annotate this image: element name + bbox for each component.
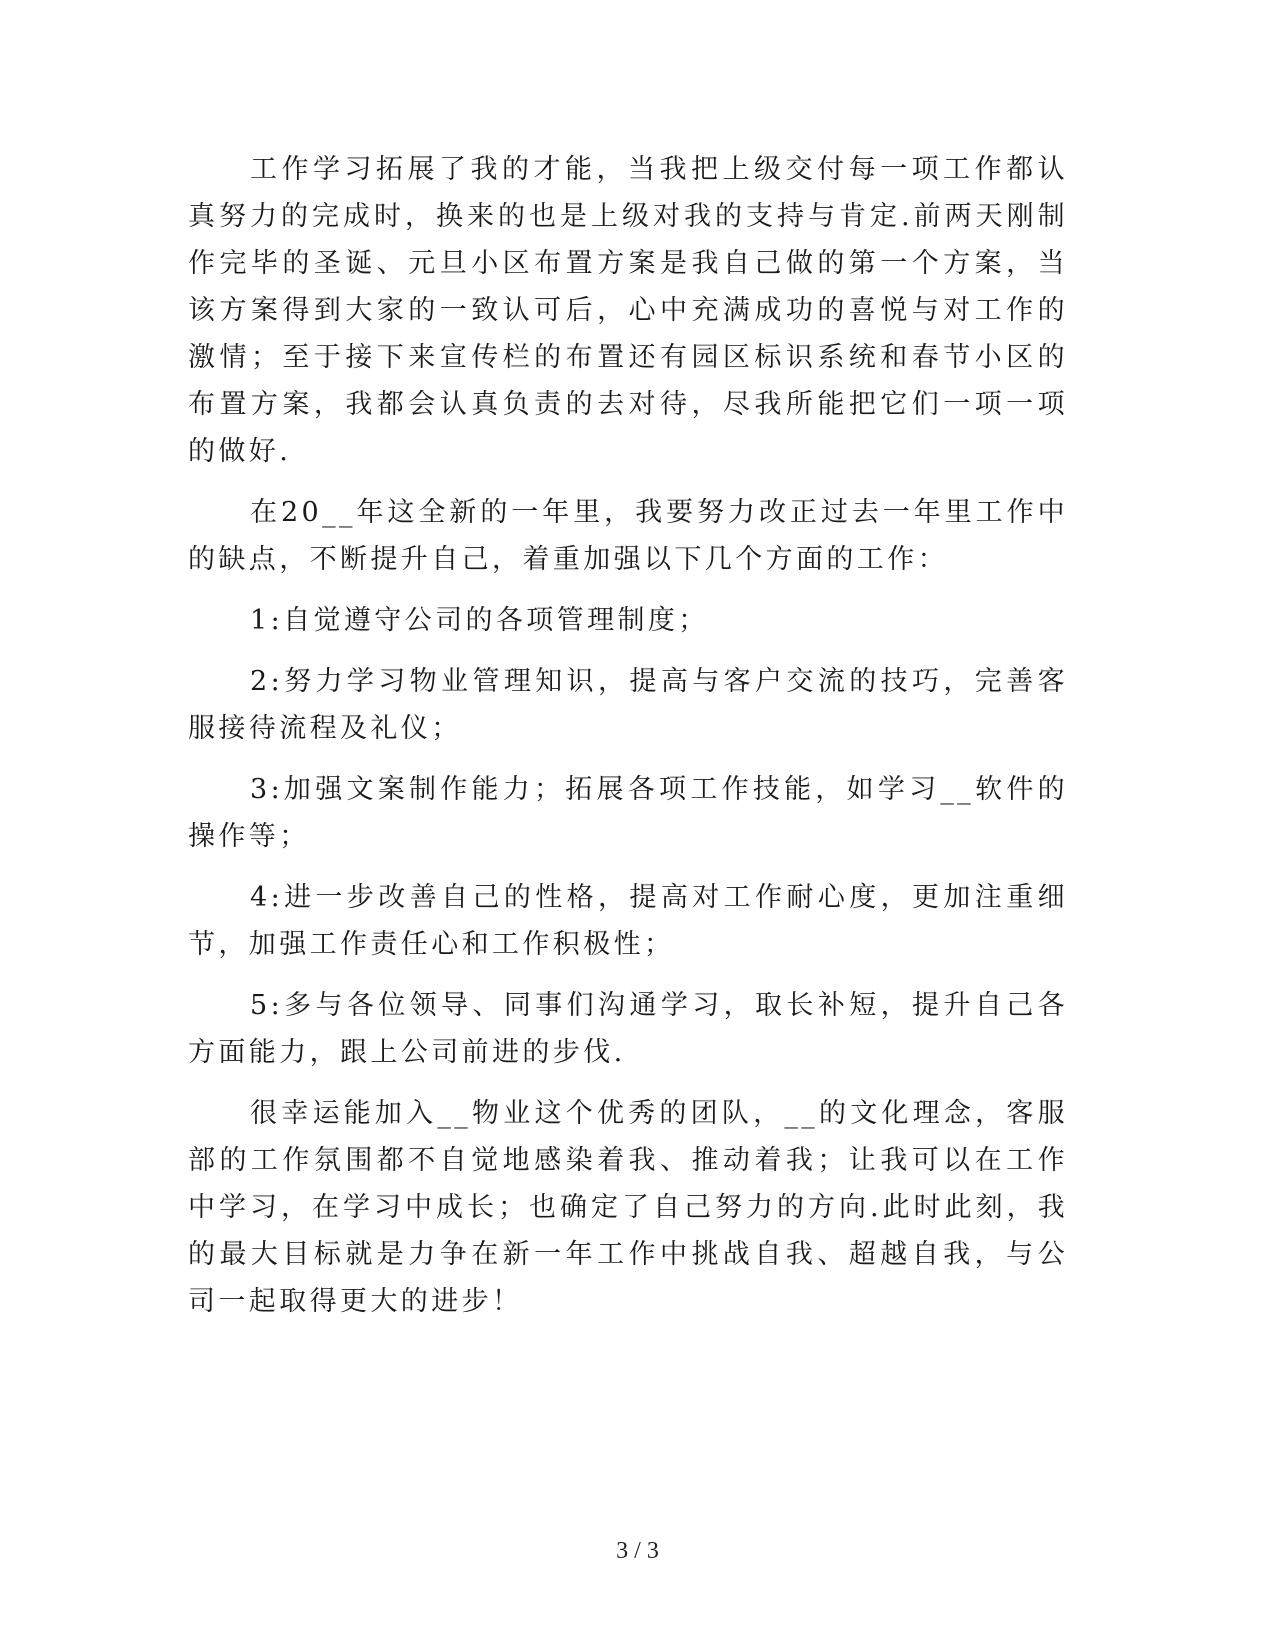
list-item-2: 2:努力学习物业管理知识，提高与客户交流的技巧，完善客服接待流程及礼仪； bbox=[188, 666, 1068, 744]
list-item-3: 3:加强文案制作能力；拓展各项工作技能，如学习__软件的操作等； bbox=[188, 774, 1068, 852]
paragraph-work-study: 工作学习拓展了我的才能，当我把上级交付每一项工作都认真努力的完成时，换来的也是上级对我的支持与肯定.前两天刚制作完毕的圣诞、元旦小区布置方案是我自己做的第一个方案，当该方案得到大家的一致认可后，心中充满成功的喜悦与对工作的激情；至于接下来宣传栏的布置还有园区标识系统和春节小区的布置方案，我都会认真负责的去对待，尽我所能把它们一项一项的做好. bbox=[188, 154, 1068, 467]
paragraph-new-year-plan: 在20__年这全新的一年里，我要努力改正过去一年里工作中的缺点，不断提升自己，着重加强以下几个方面的工作： bbox=[188, 497, 1068, 575]
list-item-5: 5:多与各位领导、同事们沟通学习，取长补短，提升自己各方面能力，跟上公司前进的步伐. bbox=[188, 990, 1068, 1068]
page-number: 3 / 3 bbox=[616, 1538, 659, 1564]
list-item-1: 1:自觉遵守公司的各项管理制度； bbox=[250, 605, 709, 636]
document-body bbox=[188, 146, 1068, 1339]
paragraph-closing: 很幸运能加入__物业这个优秀的团队，__的文化理念，客服部的工作氛围都不自觉地感染着我、推动着我；让我可以在工作中学习，在学习中成长；也确定了自己努力的方向.此时此刻，我的最大目标就是力争在新一年工作中挑战自我、超越自我，与公司一起取得更大的进步！ bbox=[188, 1098, 1068, 1317]
list-item-4: 4:进一步改善自己的性格，提高对工作耐心度，更加注重细节，加强工作责任心和工作积极性； bbox=[188, 882, 1068, 960]
